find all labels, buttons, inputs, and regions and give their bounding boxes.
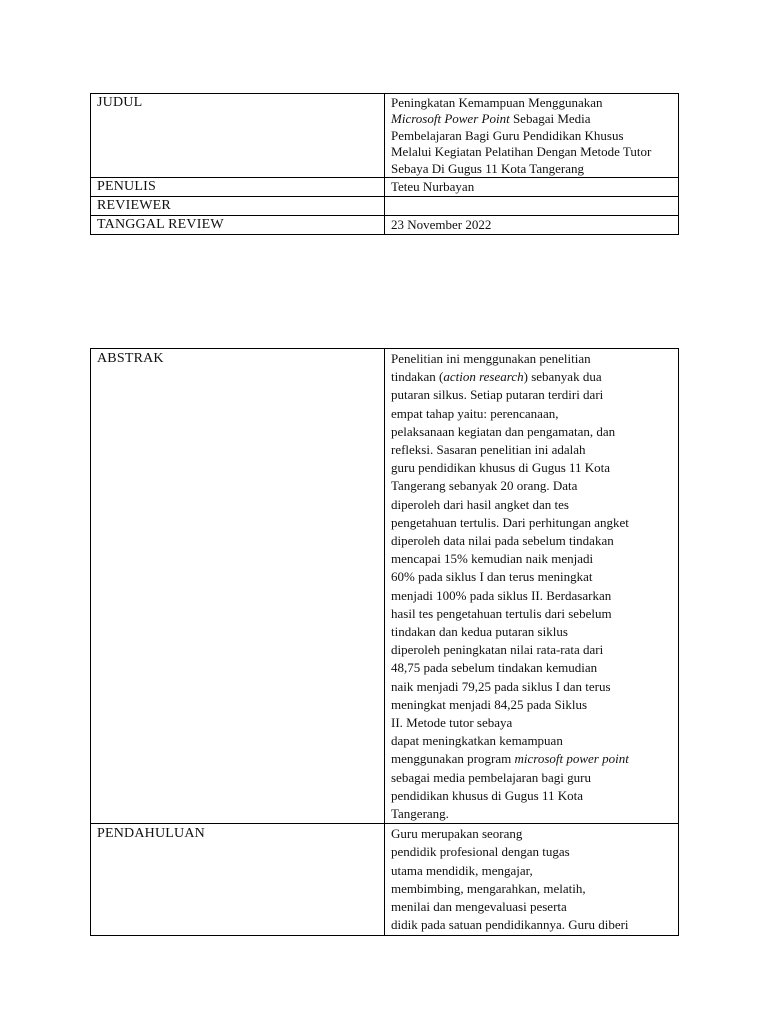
abstrak-line: 60% pada siklus I dan terus meningkat [391, 569, 593, 585]
abstrak-line: diperoleh data nilai pada sebelum tindakan [391, 533, 614, 549]
abstrak-line: guru pendidikan khusus di Gugus 11 Kota [391, 460, 611, 476]
abstrak-line: diperoleh peningkatan nilai rata-rata dari [391, 642, 604, 658]
abstrak-line: menjadi 100% pada siklus II. Berdasarkan [391, 587, 612, 603]
tanggal-review-value: 23 November 2022 [385, 216, 679, 235]
pendahuluan-line: menilai dan mengevaluasi peserta [391, 899, 567, 915]
abstrak-line: Penelitian ini menggunakan penelitian [391, 351, 591, 366]
abstrak-line-part: ) sebanyak dua [523, 369, 602, 385]
judul-line-rest: Sebagai Media [509, 111, 591, 127]
abstrak-line: Tangerang. [391, 806, 449, 822]
abstrak-italic-term: microsoft power point [514, 751, 629, 767]
abstrak-line: pelaksanaan kegiatan dan pengamatan, dan [391, 423, 616, 439]
content-table [90, 348, 679, 936]
reviewer-value [385, 197, 679, 216]
abstrak-line-part: tindakan ( [391, 369, 444, 385]
abstrak-line: dapat meningkatkan kemampuan [391, 733, 563, 749]
pendahuluan-line: didik pada satuan pendidikannya. Guru diberi [391, 917, 629, 933]
abstrak-line: 48,75 pada sebelum tindakan kemudian [391, 660, 598, 676]
judul-value [385, 94, 679, 178]
abstrak-line: pendidikan khusus di Gugus 11 Kota [391, 787, 583, 803]
abstrak-line: meningkat menjadi 84,25 pada Siklus [391, 696, 588, 712]
tanggal-review-label: TANGGAL REVIEW [91, 216, 385, 235]
table-row [91, 178, 679, 197]
abstrak-line: mencapai 15% kemudian naik menjadi [391, 551, 594, 567]
abstrak-line: tindakan dan kedua putaran siklus [391, 624, 568, 640]
judul-line: Peningkatan Kemampuan Menggunakan [391, 95, 603, 110]
abstrak-line [391, 368, 673, 386]
abstrak-line-part: menggunakan program [391, 751, 515, 767]
abstrak-label: ABSTRAK [91, 349, 385, 824]
pendahuluan-line: Guru merupakan seorang [391, 826, 523, 842]
abstrak-italic-term: action research [443, 369, 524, 385]
abstrak-line: pengetahuan tertulis. Dari perhitungan angket [391, 514, 629, 530]
judul-italic-term: Microsoft Power Point [391, 111, 510, 127]
abstrak-line: empat tahap yaitu: perencanaan, [391, 405, 559, 421]
reviewer-label: REVIEWER [91, 197, 385, 216]
judul-label: JUDUL [91, 94, 385, 178]
pendahuluan-line: utama mendidik, mengajar, [391, 862, 533, 878]
table-row [91, 349, 679, 824]
judul-line: Pembelajaran Bagi Guru Pendidikan Khusus [391, 127, 624, 143]
table-row [91, 197, 679, 216]
abstrak-line: Tangerang sebanyak 20 orang. Data [391, 478, 578, 494]
abstrak-line: hasil tes pengetahuan tertulis dari sebelum [391, 605, 612, 621]
metadata-table [90, 93, 679, 235]
pendahuluan-text [385, 824, 679, 936]
pendahuluan-label: PENDAHULUAN [91, 824, 385, 936]
abstrak-line: refleksi. Sasaran penelitian ini adalah [391, 442, 586, 458]
table-row [91, 216, 679, 235]
table-row [91, 94, 679, 178]
abstrak-line: naik menjadi 79,25 pada siklus I dan terus [391, 678, 611, 694]
abstrak-line: II. Metode tutor sebaya [391, 715, 513, 731]
penulis-value: Teteu Nurbayan [385, 178, 679, 197]
penulis-label: PENULIS [91, 178, 385, 197]
judul-line: Sebaya Di Gugus 11 Kota Tangerang [391, 160, 584, 176]
pendahuluan-line: pendidik profesional dengan tugas [391, 844, 570, 860]
pendahuluan-line: membimbing, mengarahkan, melatih, [391, 880, 586, 896]
abstrak-line: sebagai media pembelajaran bagi guru [391, 769, 591, 785]
judul-line: Melalui Kegiatan Pelatihan Dengan Metode Tutor [391, 144, 652, 160]
judul-line [391, 111, 673, 127]
abstrak-line: diperoleh dari hasil angket dan tes [391, 496, 569, 512]
abstrak-text [385, 349, 679, 824]
table-row [91, 824, 679, 936]
abstrak-line [391, 750, 673, 768]
abstrak-line: putaran silkus. Setiap putaran terdiri dari [391, 387, 604, 403]
